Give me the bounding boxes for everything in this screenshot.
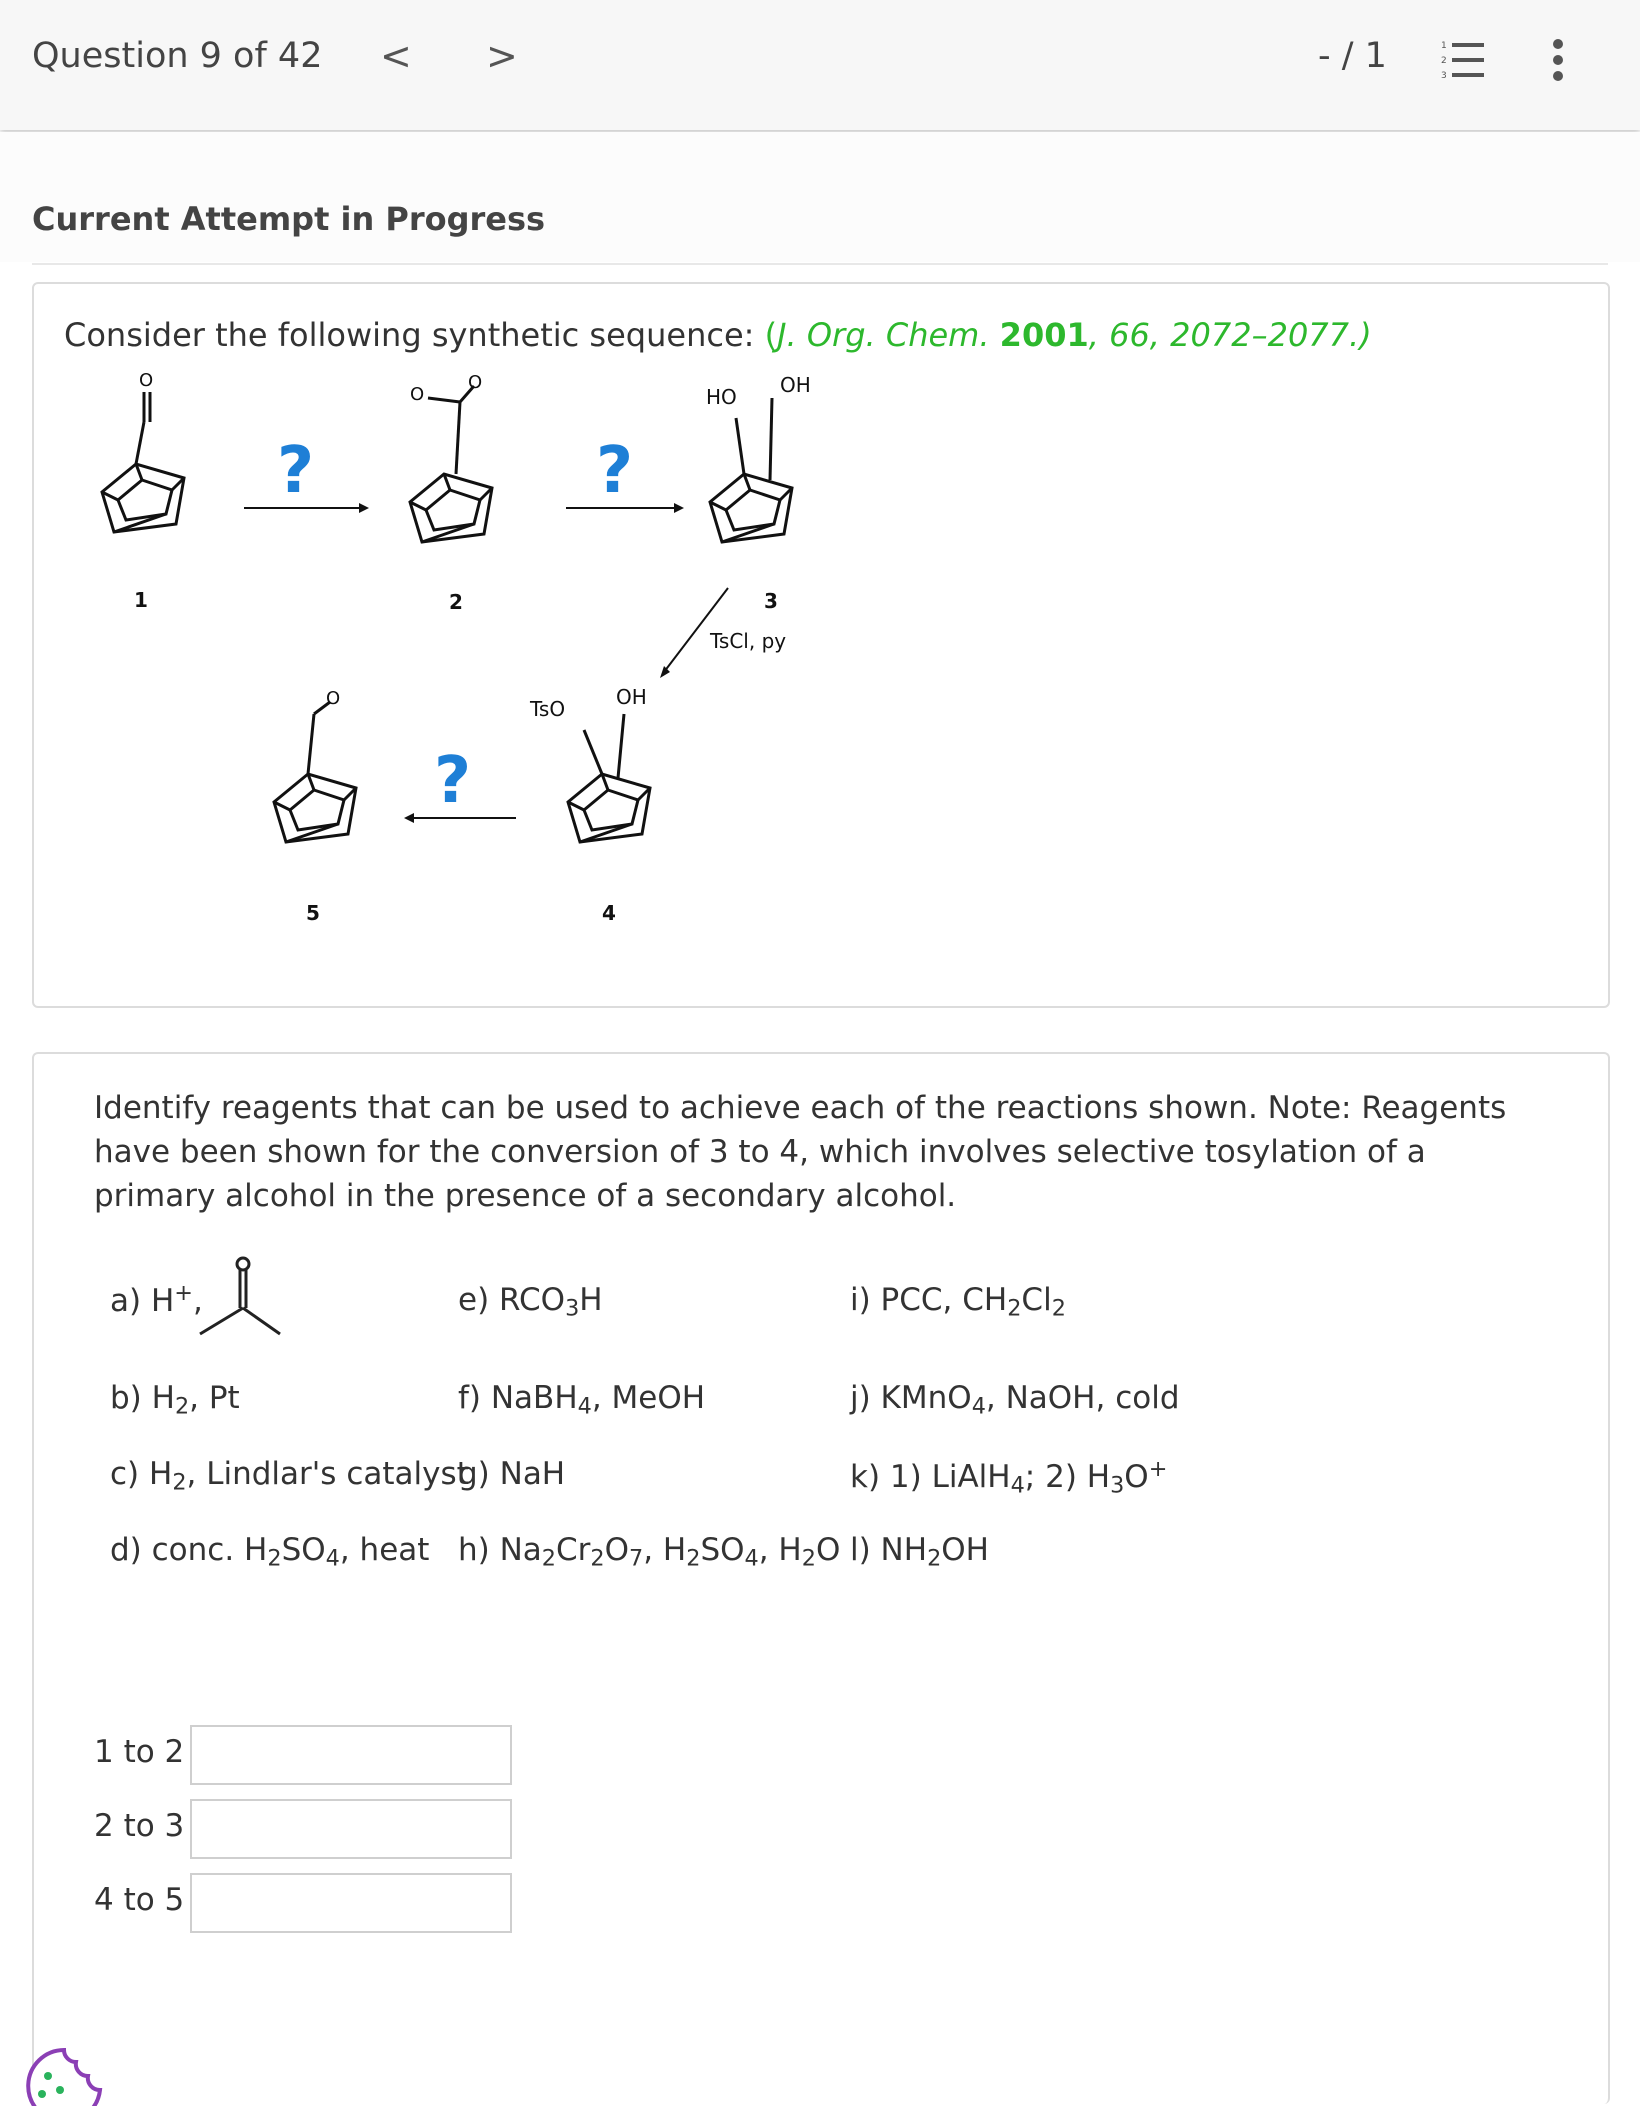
reagent-3-to-4: TsCl, py [710, 629, 787, 653]
atom-tso-4: TsO [530, 697, 566, 721]
question-counter: Question 9 of 42 [32, 36, 323, 76]
option-h: h) $Na_2Cr_2O_7$, $H_2SO_4$, $H_2O$ [458, 1532, 841, 1572]
scheme-intro [64, 316, 1372, 354]
compound-1-structure [102, 370, 184, 532]
option-l: l) $NH_2OH$ [850, 1532, 989, 1572]
atom-o-2b: O [468, 372, 483, 393]
answer-label-1-to-2: 1 to 2 [94, 1734, 185, 1770]
compound-label-4: 4 [602, 901, 616, 925]
option-b: b) $H_2$, Pt [110, 1380, 240, 1420]
compound-4-structure [529, 685, 650, 842]
answer-label-4-to-5: 4 to 5 [94, 1882, 185, 1918]
atom-o-5: O [326, 688, 341, 709]
option-a: a) H+, [110, 1280, 203, 1320]
atom-oh-3: OH [780, 373, 811, 397]
answer-input-4-to-5[interactable] [190, 1873, 512, 1933]
next-question-button[interactable]: > [486, 34, 518, 78]
cookie-icon[interactable] [24, 2046, 104, 2106]
answer-input-1-to-2[interactable] [190, 1725, 512, 1785]
unknown-1-to-2: ? [277, 434, 315, 508]
compound-label-3: 3 [764, 589, 778, 613]
cite-journal: J. Org. Chem. [777, 316, 990, 354]
answer-label-2-to-3: 2 to 3 [94, 1808, 185, 1844]
attempt-title: Current Attempt in Progress [32, 200, 546, 238]
more-vertical-icon[interactable] [1540, 38, 1576, 82]
cite-open: ( [764, 316, 778, 354]
option-k: k) 1) LiAlH$_4$; 2) $H_3O^+$ [850, 1456, 1168, 1499]
previous-question-button[interactable]: < [380, 34, 412, 78]
divider [32, 263, 1608, 265]
citation [765, 316, 1372, 354]
unknown-4-to-5: ? [434, 744, 472, 818]
option-f: f) NaBH$_4$, MeOH [458, 1380, 706, 1420]
option-d: d) conc. $H_2SO_4$, heat [110, 1532, 430, 1572]
synthetic-scheme [64, 362, 884, 942]
instructions: Identify reagents that can be used to achieve each of the reactions shown. Note: Reagents have been shown for the conversion of 3 to 4, which involves selective tosylation of a primary alcohol in the presence of a secondary alcohol. [94, 1090, 1507, 1214]
atom-o-1: O [139, 370, 154, 391]
unknown-2-to-3: ? [596, 434, 634, 508]
svg-text:1: 1 [1441, 41, 1447, 51]
acetone-structure [190, 1252, 290, 1342]
numbered-list-icon[interactable] [1440, 38, 1486, 82]
svg-text:2: 2 [1441, 56, 1447, 66]
top-bar [0, 0, 1640, 130]
compound-label-2: 2 [449, 590, 463, 614]
compound-3-structure [706, 373, 811, 542]
option-e: e) $RCO_3H$ [458, 1282, 603, 1322]
cite-year: 2001 [999, 316, 1089, 354]
compound-label-1: 1 [134, 588, 148, 612]
answer-input-2-to-3[interactable] [190, 1799, 512, 1859]
cite-rest: , 66, 2072–2077.) [1088, 316, 1372, 354]
atom-ho-3: HO [706, 385, 737, 409]
compound-2-structure [410, 372, 492, 542]
header-band [0, 132, 1640, 262]
compound-label-5: 5 [306, 901, 320, 925]
option-g: g) NaH [458, 1456, 566, 1492]
atom-oh-4: OH [616, 685, 647, 709]
intro-text: Consider the following synthetic sequence: [64, 316, 765, 354]
atom-o-2a: O [410, 384, 425, 405]
option-c: c) $H_2$, Lindlar's catalyst [110, 1456, 469, 1496]
score-display: - / 1 [1318, 36, 1387, 76]
compound-5-structure [274, 688, 356, 842]
svg-text:3: 3 [1441, 71, 1447, 81]
option-j: j) KMnO$_4$, NaOH, cold [850, 1380, 1180, 1420]
option-i: i) PCC, $CH_2Cl_2$ [850, 1282, 1066, 1322]
